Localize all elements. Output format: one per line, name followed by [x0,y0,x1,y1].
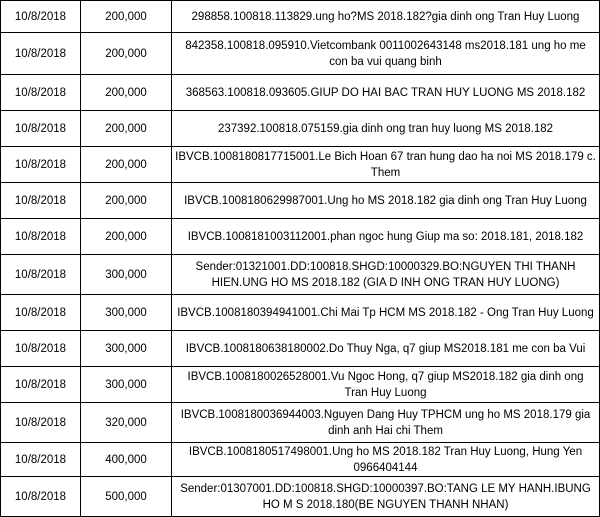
amount-cell: 200,000 [81,219,172,255]
table-row [1,33,600,75]
date-cell: 10/8/2018 [1,477,81,517]
amount-cell: 200,000 [81,147,172,183]
amount-cell: 200,000 [81,33,172,75]
date-cell: 10/8/2018 [1,403,81,443]
description-cell: IBVCB.1008180817715001.Le Bich Hoan 67 tran hung dao ha noi MS 2018.179 c. Them [172,147,600,183]
date-cell: 10/8/2018 [1,147,81,183]
date-cell: 10/8/2018 [1,111,81,147]
amount-cell: 200,000 [81,111,172,147]
amount-cell: 400,000 [81,443,172,477]
description-cell: Sender:01321001.DD:100818.SHGD:10000329.BO:NGUYEN THI THANH HIEN.UNG HO MS 2018.182 (GIA D INH ONG TRAN HUY LUONG) [172,255,600,295]
table-row [1,75,600,111]
date-cell: 10/8/2018 [1,295,81,331]
description-cell: 237392.100818.075159.gia dinh ong tran huy luong MS 2018.182 [172,111,600,147]
table-row [1,331,600,367]
table-row [1,295,600,331]
description-cell: IBVCB.1008180026528001.Vu Ngoc Hong, q7 giup MS2018.182 gia dinh ong Tran Huy Luong [172,367,600,403]
date-cell: 10/8/2018 [1,331,81,367]
description-cell: IBVCB.1008180638180002.Do Thuy Nga, q7 giup MS2018.181 me con ba Vui [172,331,600,367]
amount-cell: 200,000 [81,183,172,219]
amount-cell: 300,000 [81,255,172,295]
date-cell: 10/8/2018 [1,367,81,403]
date-cell: 10/8/2018 [1,33,81,75]
description-cell: 368563.100818.093605.GIUP DO HAI BAC TRAN HUY LUONG MS 2018.182 [172,75,600,111]
table-row [1,1,600,33]
amount-cell: 200,000 [81,1,172,33]
description-cell: IBVCB.1008181003112001.phan ngoc hung Giup ma so: 2018.181, 2018.182 [172,219,600,255]
table-row [1,443,600,477]
table-body [1,1,600,517]
date-cell: 10/8/2018 [1,443,81,477]
table-row [1,367,600,403]
table-row [1,255,600,295]
amount-cell: 320,000 [81,403,172,443]
amount-cell: 500,000 [81,477,172,517]
table-row [1,183,600,219]
amount-cell: 300,000 [81,295,172,331]
description-cell: 298858.100818.113829.ung ho?MS 2018.182?gia dinh ong Tran Huy Luong [172,1,600,33]
date-cell: 10/8/2018 [1,255,81,295]
description-cell: IBVCB.1008180629987001.Ung ho MS 2018.182 gia dinh ong Tran Huy Luong [172,183,600,219]
amount-cell: 300,000 [81,367,172,403]
date-cell: 10/8/2018 [1,219,81,255]
description-cell: Sender:01307001.DD:100818.SHGD:10000397.BO:TANG LE MY HANH.IBUNG HO M S 2018.180(BE NGUYEN THANH NHAN) [172,477,600,517]
description-cell: IBVCB.1008180036944003.Nguyen Dang Huy TPHCM ung ho MS 2018.179 gia dinh anh Hai chi Them [172,403,600,443]
table-row [1,219,600,255]
date-cell: 10/8/2018 [1,75,81,111]
table-row [1,147,600,183]
description-cell: IBVCB.1008180517498001.Ung ho MS 2018.182 Tran Huy Luong, Hung Yen 0966404144 [172,443,600,477]
date-cell: 10/8/2018 [1,1,81,33]
table-row [1,403,600,443]
description-cell: 842358.100818.095910.Vietcombank 0011002643148 ms2018.181 ung ho me con ba vui quang binh [172,33,600,75]
table-row [1,477,600,517]
amount-cell: 200,000 [81,75,172,111]
table-row [1,111,600,147]
date-cell: 10/8/2018 [1,183,81,219]
amount-cell: 300,000 [81,331,172,367]
description-cell: IBVCB.1008180394941001.Chi Mai Tp HCM MS 2018.182 - Ong Tran Huy Luong [172,295,600,331]
